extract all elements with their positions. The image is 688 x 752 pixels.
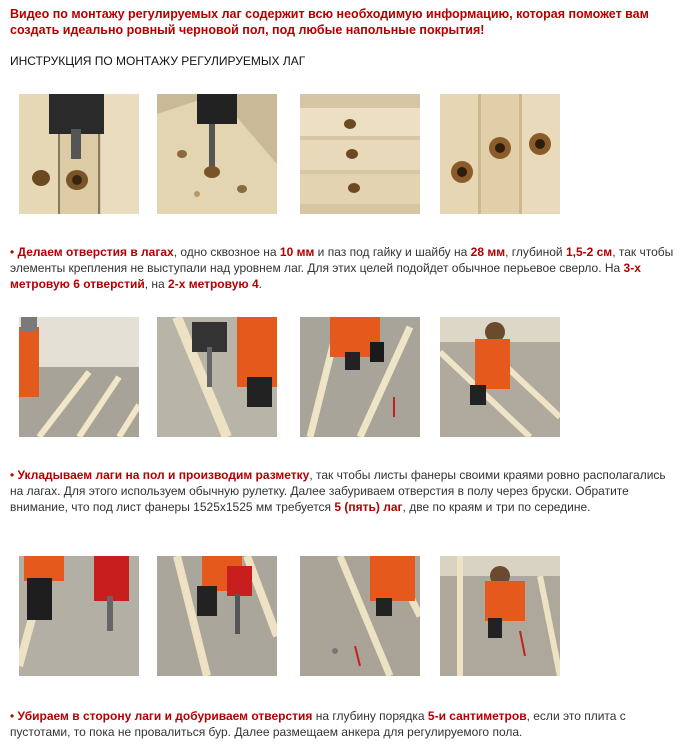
photo-marked-joists[interactable] (300, 94, 420, 214)
step-1-text: • Делаем отверстия в лагах, одно сквозное на 10 мм и паз под гайку и шайбу на 28 мм, глубиной 1,5-2 см, так чтобы элементы крепления не выступали над уровнем лаг. Для этих целей подойдет обычное перьевое сверло. На 3-х метровую 6 отверстий, на 2-х метровую 4. (10, 245, 674, 291)
laying-joists-photo (19, 317, 139, 437)
photo-drilled-holes[interactable] (440, 94, 560, 214)
instruction-heading: ИНСТРУКЦИЯ ПО МОНТАЖУ РЕГУЛИРУЕМЫХ ЛАГ (10, 54, 306, 68)
installing-anchors-photo (440, 556, 560, 676)
photo-measuring-floor[interactable] (300, 317, 420, 437)
intro-text: Видео по монтажу регулируемых лаг содержит всю необходимую информацию, которая поможет вам создать идеально ровный черновой пол, под любые напольные покрытия! (10, 7, 649, 37)
photo-marking-floor[interactable] (440, 317, 560, 437)
marking-floor-photo (440, 317, 560, 437)
photo-moved-joists[interactable] (300, 556, 420, 676)
photo-worker-with-drill[interactable] (157, 317, 277, 437)
step-2-text: • Укладываем лаги на пол и производим разметку, так чтобы листы фанеры своими краями ровно располагались на лагах. Для этого используем обычную рулетку. Далее забуриваем отверстия в полу через бруски. Обратите внимание, что под лист фанеры 1525x1525 мм требуется 5 (пять) лаг, две по краям и три по середине. (10, 468, 666, 514)
photo-worker-boots-drill[interactable] (19, 556, 139, 676)
photo-installing-anchors[interactable] (440, 556, 560, 676)
photo-drilling-floor[interactable] (157, 556, 277, 676)
drill-in-joist-photo (157, 94, 277, 214)
step-3-text: • Убираем в сторону лаги и добуриваем отверстия на глубину порядка 5-и сантиметров, если это плита с пустотами, то пока не провалиться бур. Далее размещаем анкера для регулируемого пола. (10, 709, 626, 739)
photo-drill-in-joist[interactable] (157, 94, 277, 214)
measuring-floor-photo (300, 317, 420, 437)
photo-row-3 (19, 556, 564, 678)
worker-boots-drill-photo (19, 556, 139, 676)
marked-joists-photo (300, 94, 420, 214)
photo-row-2 (19, 317, 564, 439)
photo-drilling-joist[interactable] (19, 94, 139, 214)
worker-with-drill-photo (157, 317, 277, 437)
moved-joists-photo (300, 556, 420, 676)
photo-row-1 (19, 94, 564, 216)
photo-laying-joists[interactable] (19, 317, 139, 437)
drilling-floor-photo (157, 556, 277, 676)
drilling-joist-photo (19, 94, 139, 214)
drilled-holes-photo (440, 94, 560, 214)
